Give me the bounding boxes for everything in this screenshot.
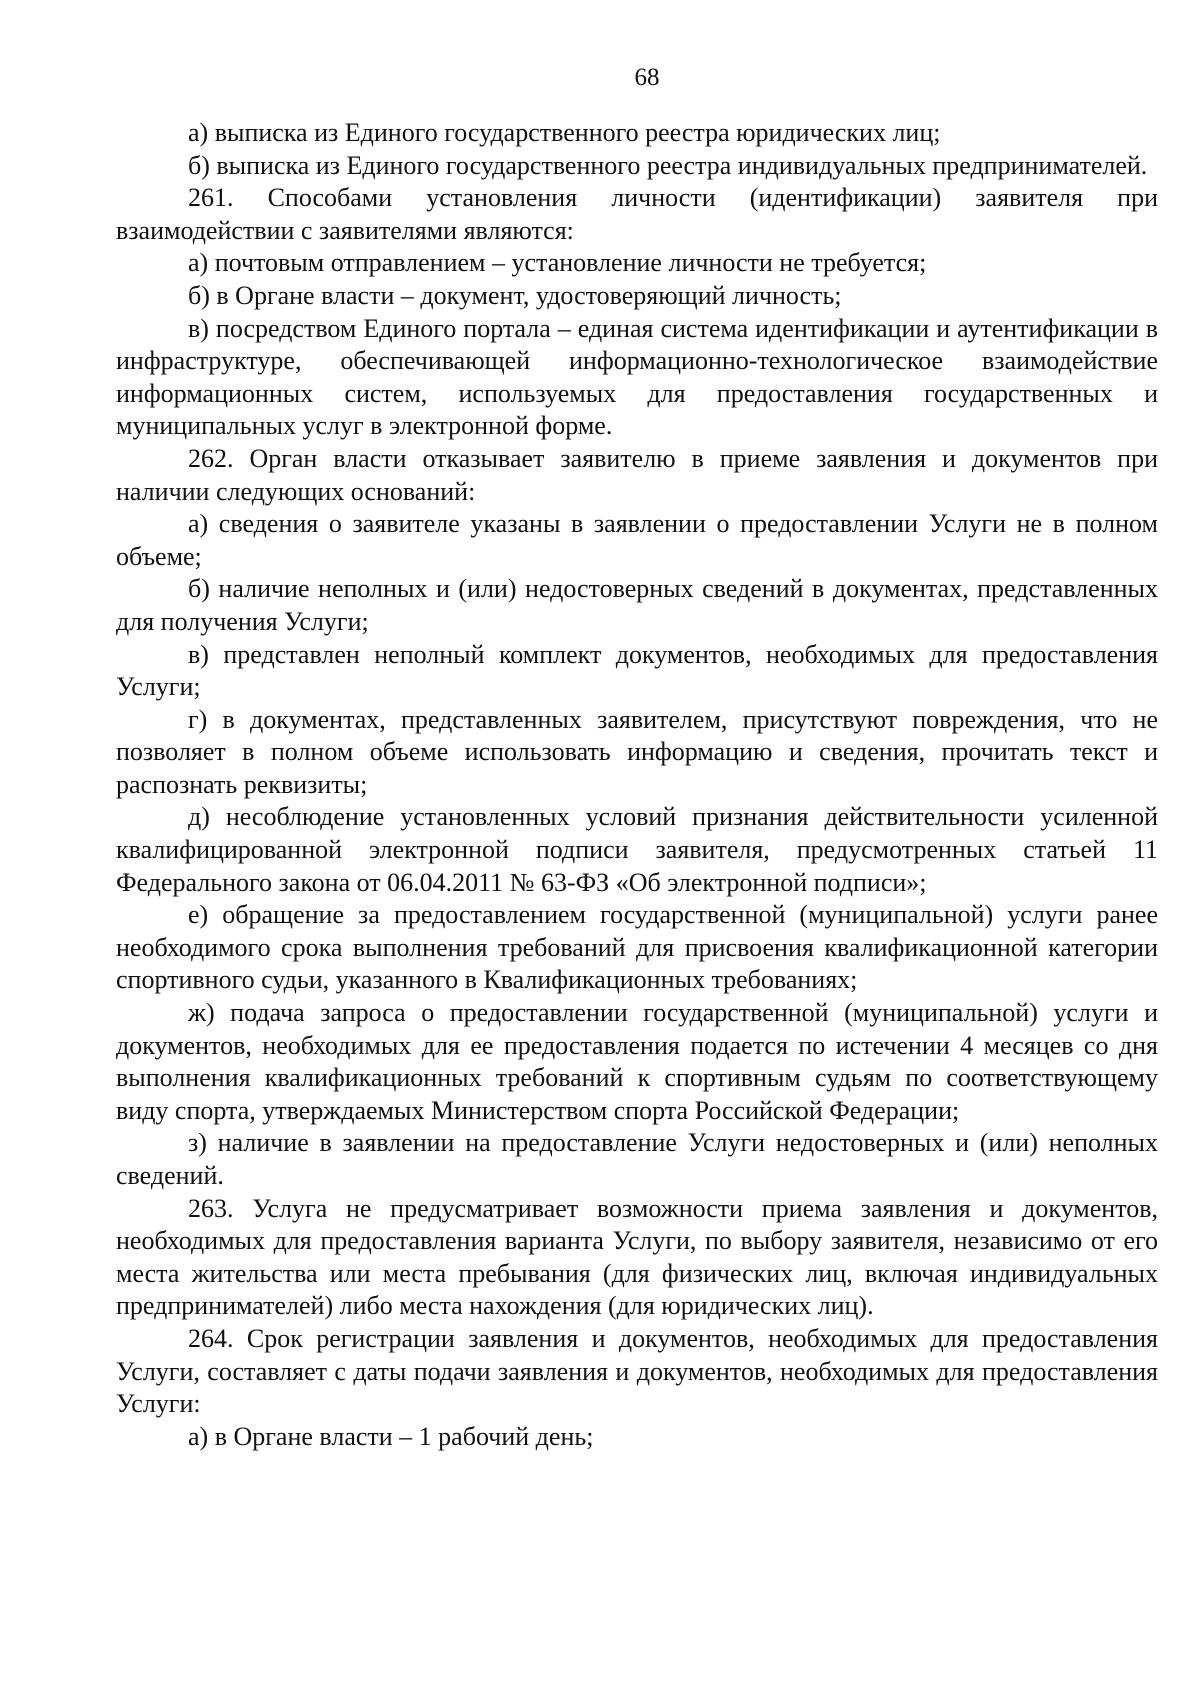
paragraph-262-v: в) представлен неполный комплект документов, необходимых для предоставления Услуги;: [116, 639, 1158, 702]
paragraph-261-b: б) в Органе власти – документ, удостоверяющий личность;: [188, 280, 842, 310]
paragraph-262-b: б) наличие неполных и (или) недостоверных сведений в документах, представленных для получения Услуги;: [116, 574, 1158, 636]
paragraph-262-z: з) наличие в заявлении на предоставление Услуги недостоверных и (или) неполных сведений.: [116, 1128, 1158, 1190]
paragraph-262-a: а) сведения о заявителе указаны в заявлении о предоставлении Услуги не в полном объеме;: [116, 509, 1158, 571]
paragraph-262: 262. Орган власти отказывает заявителю в приеме заявления и документов при наличии следующих оснований:: [116, 443, 1158, 506]
paragraph-262-zh: ж) подача запроса о предоставлении государственной (муниципальной) услуги и документов, необходимых для ее предоставления подается по истечении 4 месяцев со дня выполнения квалификационных требований к спортивным судьям по соответствующему виду спорта, утверждаемых Министерством спорта Российской Федерации;: [116, 998, 1158, 1125]
paragraph-a-legal-entities-extract: а) выписка из Единого государственного реестра юридических лиц;: [188, 118, 941, 147]
paragraph-262-e: е) обращение за предоставлением государственной (муниципальной) услуги ранее необходимого срока выполнения требований для присвоения квалификационной категории спортивного судьи, указанного в Квалификационных требованиях;: [116, 900, 1158, 995]
paragraph-262-d: д) несоблюдение установленных условий признания действительности усиленной квалифицированной электронной подписи заявителя, предусмотренных статьей 11 Федерального закона от 06.04.2011 № 63-ФЗ «Об электронной подписи»;: [116, 802, 1158, 897]
paragraph-263: 263. Услуга не предусматривает возможности приема заявления и документов, необходимых для предоставления варианта Услуги, по выбору заявителя, независимо от его места жительства или места пребывания (для физических лиц, включая индивидуальных предпринимателей) либо места нахождения (для юридических лиц).: [116, 1193, 1158, 1321]
paragraph-261-v: в) посредством Единого портала – единая система идентификации и аутентификации в инфраструктуре, обеспечивающей информационно-технологическое взаимодействие информационных систем, используемых для предоставления государственных и муниципальных услуг в электронной форме.: [116, 313, 1158, 441]
page-number: 68: [634, 64, 660, 91]
paragraph-261-a: а) почтовым отправлением – установление личности не требуется;: [188, 248, 927, 278]
paragraph-264: 264. Срок регистрации заявления и документов, необходимых для предоставления Услуги, составляет с даты подачи заявления и документов, необходимых для предоставления Услуги:: [116, 1323, 1158, 1419]
paragraph-261: 261. Способами установления личности (идентификации) заявителя при взаимодействии с заявителями являются:: [116, 183, 1158, 245]
paragraph-264-a: а) в Органе власти – 1 рабочий день;: [188, 1421, 594, 1451]
paragraph-262-g: г) в документах, представленных заявителем, присутствуют повреждения, что не позволяет в полном объеме использовать информацию и сведения, прочитать текст и распознать реквизиты;: [116, 704, 1158, 799]
paragraph-b-entrepreneurs-extract: б) выписка из Единого государственного реестра индивидуальных предпринимателей.: [188, 150, 1148, 180]
document-page: [116, 62, 1158, 1453]
